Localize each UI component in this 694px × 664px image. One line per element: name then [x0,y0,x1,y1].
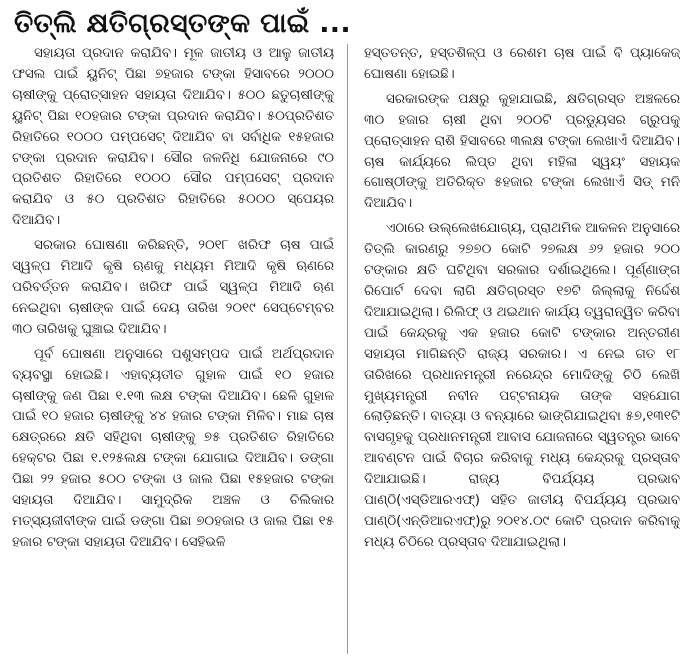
right-paragraph-3: ଏଠାରେ ଉଲ୍ଲେଖଯୋଗ୍ୟ, ପ୍ରାଥମିକ ଆକଳନ ଅନୁସାରେ ତିତ୍‌ଲି କାରଣରୁ ୨୭୭୦ କୋଟି ୨୭ଲକ୍ଷ ୬୨ ହଜାର ୨୦୦ ଟଙ୍କାର କ୍ଷତି ଘଟିଥିବା ସରକାର ଦର୍ଶାଇଥିଲେ। ପୂର୍ଣ୍ଣାଙ୍ଗ ରିପୋର୍ଟ ଦେବା ଲାଗି କ୍ଷତିଗ୍ରସ୍ତ ୧୭ଟି ଜିଲ୍ଲାକୁ ନିର୍ଦ୍ଦେଶ ଦିଆଯାଇଥିଲା। ରିଲିଫ୍ ଓ ଥଇଥାନ କାର୍ଯ୍ୟ ତ୍ୱରାନ୍ୱିତ କରିବା ପାଇଁ କେନ୍ଦ୍ରକୁ ଏକ ହଜାର କୋଟି ଟଙ୍କାର ଅନ୍ତରୀଣ ସହାୟତା ମାଗିଛନ୍ତି ରାଜ୍ୟ ସରକାର। ଏ ନେଇ ଗତ ୧୮ ତାରିଖରେ ପ୍ରଧାନମନ୍ତ୍ରୀ ନରେନ୍ଦ୍ର ମୋଦିଙ୍କୁ ଚିଠି ଲେଖି ମୁଖ୍ୟମନ୍ତ୍ରୀ ନବୀନ ପଟ୍ଟନାୟକ ତାଙ୍କ ସହଯୋଗ ଲୋଡ଼ିଛନ୍ତି। ବାତ୍ୟା ଓ ବନ୍ୟାରେ ଭାଙ୍ଗିଯାଇଥିବା ୫୭,୧୩୧ଟି ବାସଗୃହକୁ ପ୍ରଧାନମନ୍ତ୍ରୀ ଆବାସ ଯୋଜନାରେ ସ୍ୱତନ୍ତ୍ର ଭାବେ ଆବଣ୍ଟନ ପାଇଁ ବିଚାର କରିବାକୁ ମଧ୍ୟ କେନ୍ଦ୍ରକୁ ପ୍ରସ୍ତାବ ଦିଆଯାଇଛି। ରାଜ୍ୟ ବିପର୍ଯ୍ୟୟ ପ୍ରଭାବ ପାଣ୍ଠି(ଏସ୍‌ଡିଆରଏଫ୍) ସହିତ ଜାତୀୟ ବିପର୍ଯ୍ୟୟ ପ୍ରଭାବ ପାଣ୍ଠି(ଏନ୍‌ଡିଆରଏଫ୍)ରୁ ୨୦୧୪.୦୯ କୋଟି ପ୍ରଦାନ କରିବାକୁ ମଧ୍ୟ ଚିଠିରେ ପ୍ରସ୍ତାବ ଦିଆଯାଇଥିଲା। [364,221,680,550]
article-headline: ତିତ୍‌ଲି କ୍ଷତିଗ୍ରସ୍ତଙ୍କ ପାଇଁ ... [14,8,351,39]
left-paragraph-2: ସରକାର ଘୋଷଣା କରିଛନ୍ତି, ୨୦୧୮ ଖରିଫ ଚାଷ ପାଇଁ ସ୍ୱଳ୍ପ ମିଆଦି କୃଷି ଋଣକୁ ମଧ୍ୟମ ମିଆଦି କୃଷି ଋଣରେ ପରିବର୍ତ୍ତନ କରାଯିବ। ଖରିଫ ପାଇଁ ସ୍ୱଳ୍ପ ମିଆଦି ଋଣ ନେଇଥିବା ଚାଷୀଙ୍କ ପାଇଁ ଦେୟ ତାରିଖ ୨୦୧୯ ସେପ୍ଟେମ୍ବର ୩୦ ତାରିଖକୁ ଘୁଞ୍ଚାଇ ଦିଆଯିବ। [12,238,334,337]
left-paragraph-3: ପୂର୍ବ ଘୋଷଣା ଅନୁସାରେ ପଶୁସମ୍ପଦ ପାଇଁ ଅର୍ଥପ୍ରଦାନ ବ୍ୟବସ୍ଥା ହୋଇଛି। ଏହାବ୍ୟତୀତ ଗୁହାଳ ପାଇଁ ୧୦ ହଜାର ଚାଷୀଙ୍କୁ ଜଣ ପିଛା ୧.୧୩ ଲକ୍ଷ ଟଙ୍କା ଦିଆଯିବ। ଛେଳି ଗୁହାଳ ପାଇଁ ୧୦ ହଜାର ଚାଷୀଙ୍କୁ ୪୪ ହଜାର ଟଙ୍କା ମିଳିବ। ମାଛ ଚାଷ କ୍ଷେତ୍ରରେ କ୍ଷତି ସହିଥିବା ଚାଷୀଙ୍କୁ ୭୫ ପ୍ରତିଶତ ରିହାତିରେ ହେକ୍ଟର ପିଛା ୧.୧୨୫ଲକ୍ଷ ଟଙ୍କା ଯୋଗାଇ ଦିଆଯିବ। ଡଙ୍ଗା ପିଛା ୨୨ ହଜାର ୫୦୦ ଟଙ୍କା ଓ ଜାଲ ପିଛା ୧୫ହଜାର ଟଙ୍କା ସହାୟତା ଦିଆଯିବ। ସାମୁଦ୍ରିକ ଅଞ୍ଚଳ ଓ ଚିଲିକାର ମତ୍ସ୍ୟଜୀବୀଙ୍କ ପାଇଁ ଡଙ୍ଗା ପିଛା ୭୦ହଜାର ଓ ଜାଲ ପିଛା ୧୫ ହଜାର ଟଙ୍କା ସହାୟତା ଦିଆଯିବ। ସେହିଭଳି [12,346,334,550]
right-paragraph-1: ହସ୍ତତନ୍ତ, ହସ୍ତଶିଳ୍ପ ଓ ରେଶମ ଚାଷ ପାଇଁ ବି ପ୍ୟାକେଜ୍ ଘୋଷଣା ହୋଇଛି। [364,46,680,82]
left-column [12,44,334,656]
column-divider [347,44,348,654]
right-paragraph-2: ସରକାରଙ୍କ ପକ୍ଷରୁ କୁହାଯାଇଛି, କ୍ଷତିଗ୍ରସ୍ତ ଅଞ୍ଚଳରେ ୩୦ ହଜାର ଚାଷୀ ଥିବା ୨୦୦ଟି ପ୍ରଡ୍ୟୁସର ଗ୍ରୁପକୁ ପ୍ରୋତ୍ସାହନ ରାଶି ହିସାବରେ ୩ଲକ୍ଷ ଟଙ୍କା ଲେଖାଏଁ ଦିଆଯିବ। ଚାଷ କାର୍ଯ୍ୟରେ ଲିପ୍ତ ଥିବା ମହିଳା ସ୍ୱୟଂ ସହାୟକ ଗୋଷ୍ଠୀଙ୍କୁ ଅତିରିକ୍ତ ୫ହଜାର ଟଙ୍କା ଲେଖାଏଁ ସିଡ୍ ମନି ଦିଆଯିବ। [364,91,680,212]
left-paragraph-1: ସହାୟତା ପ୍ରଦାନ କରାଯିବ। ମୂଳ ଜାତୀୟ ଓ ଆଳୁ ଜାତୀୟ ଫସଲ ପାଇଁ ୟୁନିଟ୍ ପିଛା ୭ହଜାର ଟଙ୍କା ହିସାବରେ ୨୦୦୦ ଚାଷୀଙ୍କୁ ପ୍ରୋତ୍ସାହନ ସହାୟତା ଦିଆଯିବ। ୫୦୦ ଛତୁଚାଷୀଙ୍କୁ ୟୁନିଟ୍ ପିଛା ୧୦ହଜାର ଟଙ୍କା ପ୍ରଦାନ କରାଯିବ। ୫୦ପ୍ରତିଶତ ରିହାତିରେ ୧୦୦୦ ପମ୍ପସେଟ୍ ଦିଆଯିବ ବା ସର୍ବାଧିକ ୧୫ହଜାର ଟଙ୍କା ପ୍ରଦାନ କରାଯିବ। ସୌର ଜଳନିଧି ଯୋଜନାରେ ୯୦ ପ୍ରତିଶତ ରିହାତିରେ ୧୦୦୦ ସୌର ପମ୍ପସେଟ୍ ପ୍ରଦାନ କରାଯିବ ଓ ୫୦ ପ୍ରତିଶତ ରିହାତିରେ ୫୦୦୦ ସ୍ପେୟର ଦିଆଯିବ। [12,46,334,229]
right-column [364,44,680,656]
